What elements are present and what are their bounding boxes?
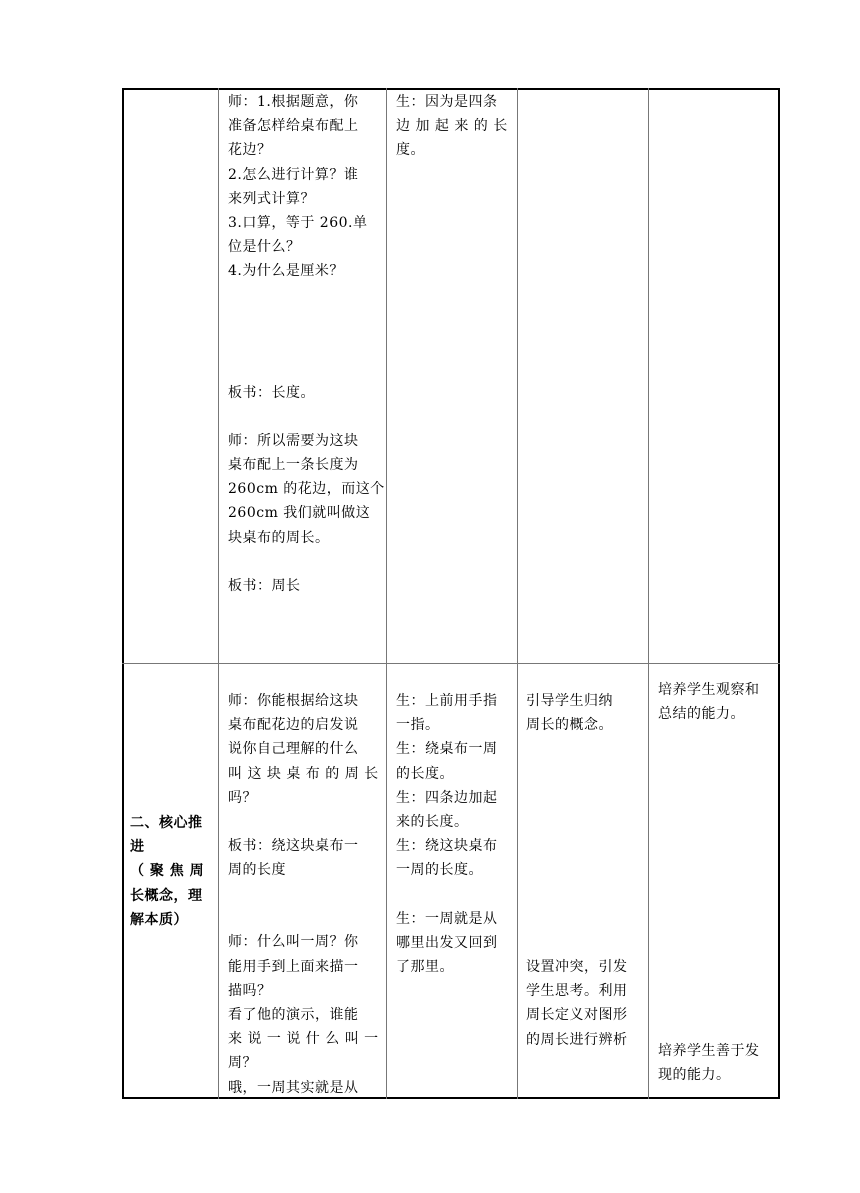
text-line: 一指。 (396, 717, 440, 734)
text-line: 的周长进行辨析 (526, 1031, 628, 1048)
text-line: （ 聚 焦 周 (130, 863, 205, 880)
text-line: 生：四条边加起 (396, 789, 498, 806)
column-divider (517, 88, 518, 1099)
text-line: 2.怎么进行计算？谁 (228, 166, 359, 183)
text-line: 了那里。 (396, 959, 454, 976)
row1-student-cell (396, 90, 516, 163)
text-line: 二、核心推 (130, 815, 203, 831)
text-line: 桌布配花边的启发说 (228, 717, 359, 734)
text-line: 培养学生观察和 (658, 682, 760, 698)
row2-goal-cell-top (658, 678, 778, 726)
text-line: 一周的长度。 (396, 862, 483, 879)
row2-student-block1 (396, 689, 516, 883)
column-divider (218, 88, 219, 1099)
text-line: 边 加 起 来 的 长 (396, 118, 508, 135)
text-line: 总结的能力。 (658, 706, 745, 723)
row2-goal-block2 (658, 1039, 778, 1087)
text-line: 长概念，理 (130, 887, 203, 904)
text-line: 学生思考。利用 (526, 983, 628, 1000)
text-line: 周长定义对图形 (526, 1007, 628, 1024)
text-line: 260cm 我们就叫做这 (228, 505, 371, 522)
text-line: 的长度。 (396, 765, 454, 782)
row2-goal-block1 (658, 678, 778, 726)
text-line: 师：1.根据题意，你 (228, 94, 359, 110)
row2-student-cell (396, 689, 516, 979)
text-line: 来 说 一 说 什 么 叫 一 (228, 1031, 379, 1048)
text-line: 看了他的演示，谁能 (228, 1007, 359, 1024)
text-line: 说你自己理解的什么 (228, 741, 359, 758)
text-line: 4.为什么是厘米？ (228, 263, 344, 280)
text-line: 设置冲突，引发 (526, 959, 628, 975)
text-line: 解本质） (130, 911, 188, 928)
text-line: 哦，一周其实就是从 (228, 1079, 359, 1096)
row2-teacher-block2 (228, 834, 384, 882)
row1-teacher-block4 (228, 574, 384, 598)
text-line: 花边？ (228, 142, 272, 159)
row2-goal-cell-bottom (658, 1039, 778, 1087)
text-line: 吗？ (228, 789, 257, 806)
text-line: 哪里出发又回到 (396, 934, 498, 951)
row2-student-block2 (396, 907, 516, 980)
row1-teacher-block2 (228, 381, 384, 405)
text-line: 生：上前用手指 (396, 693, 498, 709)
text-line: 进 (130, 839, 145, 856)
row2-teacher-cell (228, 689, 384, 1100)
text-line: 描吗？ (228, 982, 272, 999)
text-line: 来列式计算？ (228, 190, 315, 207)
row2-intent-block2 (526, 955, 648, 1052)
text-line: 周？ (228, 1055, 257, 1072)
row2-intent-cell-bottom (526, 955, 648, 1052)
text-line: 度。 (396, 142, 425, 159)
text-line: 生：一周就是从 (396, 910, 498, 927)
text-line: 师：什么叫一周？你 (228, 934, 359, 951)
text-line: 现的能力。 (658, 1067, 731, 1084)
text-line: 生：绕桌布一周 (396, 741, 498, 758)
row2-intent-cell-top (526, 689, 648, 737)
text-line: 3.口算，等于 260.单 (228, 215, 368, 232)
text-line: 来的长度。 (396, 814, 469, 831)
text-line: 板书：长度。 (228, 384, 315, 401)
text-line: 准备怎样给桌布配上 (228, 118, 359, 135)
row2-intent-block1 (526, 689, 648, 737)
stage-label (130, 811, 216, 932)
text-line: 260cm 的花边，而这个 (228, 481, 385, 498)
text-line: 叫 这 块 桌 布 的 周 长 (228, 765, 379, 782)
text-line: 周的长度 (228, 862, 286, 879)
text-line: 周长的概念。 (526, 717, 613, 734)
text-line: 师：你能根据给这块 (228, 693, 359, 709)
row2-teacher-block3 (228, 930, 384, 1099)
text-line: 引导学生归纳 (526, 693, 613, 709)
row2-stage-cell (130, 811, 216, 932)
row1-student-block (396, 90, 516, 163)
text-line: 位是什么？ (228, 239, 301, 256)
row2-teacher-block1 (228, 689, 384, 810)
row1-teacher-block3 (228, 429, 384, 550)
text-line: 生：绕这块桌布 (396, 838, 498, 855)
column-divider (386, 88, 387, 1099)
text-line: 师：所以需要为这块 (228, 432, 359, 449)
column-divider (648, 88, 649, 1099)
text-line: 板书：周长 (228, 577, 301, 594)
text-line: 桌布配上一条长度为 (228, 457, 359, 474)
text-line: 生：因为是四条 (396, 94, 498, 110)
text-line: 能用手到上面来描一 (228, 958, 359, 975)
text-line: 块桌布的周长。 (228, 529, 330, 546)
text-line: 培养学生善于发 (658, 1043, 760, 1059)
row-divider (122, 663, 780, 664)
row1-teacher-block1 (228, 90, 384, 284)
text-line: 板书：绕这块桌布一 (228, 838, 359, 855)
row1-teacher-cell (228, 90, 384, 598)
